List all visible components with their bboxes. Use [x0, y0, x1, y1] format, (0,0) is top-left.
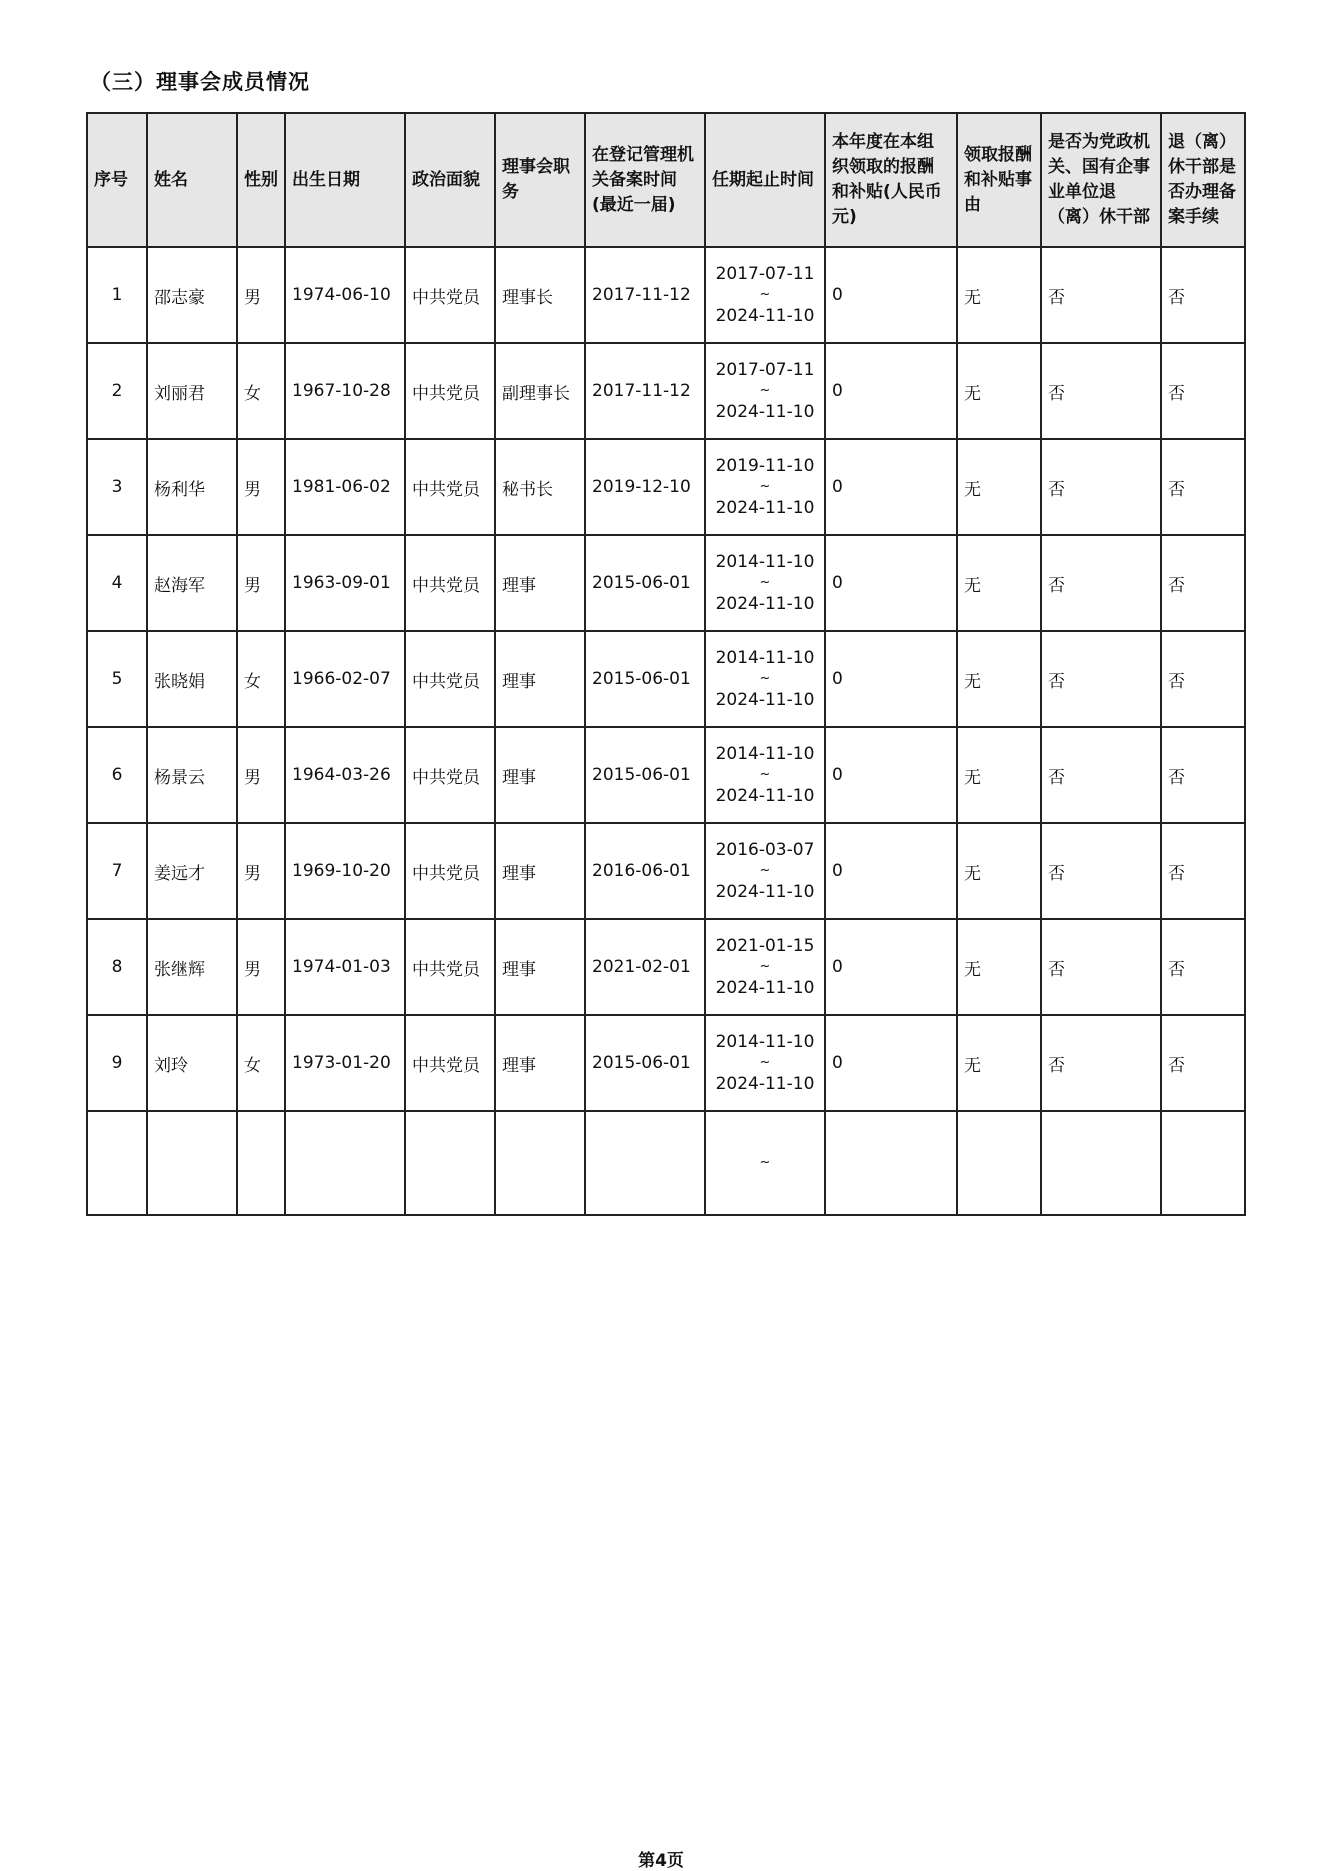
header-filed: 退（离）休干部是否办理备案手续	[1161, 113, 1245, 247]
cell-birth: 1963-09-01	[285, 535, 405, 631]
header-retired: 是否为党政机关、国有企事业单位退（离）休干部	[1041, 113, 1161, 247]
cell-position: 秘书长	[495, 439, 585, 535]
cell-pay	[825, 1111, 957, 1215]
cell-filing: 2015-06-01	[585, 631, 705, 727]
cell-gender: 男	[237, 727, 285, 823]
term-start: 2014-11-10	[715, 744, 815, 764]
cell-term	[705, 535, 825, 631]
cell-seq: 2	[87, 343, 147, 439]
cell-reason: 无	[957, 247, 1041, 343]
cell-filing: 2021-02-01	[585, 919, 705, 1015]
cell-term	[705, 823, 825, 919]
cell-reason: 无	[957, 439, 1041, 535]
cell-filed: 否	[1161, 535, 1245, 631]
cell-seq: 6	[87, 727, 147, 823]
table-row	[87, 631, 1245, 727]
term-end: 2024-11-10	[715, 402, 815, 422]
cell-retired: 否	[1041, 439, 1161, 535]
term-end: 2024-11-10	[715, 690, 815, 710]
cell-filed: 否	[1161, 1015, 1245, 1111]
cell-gender: 男	[237, 439, 285, 535]
cell-pay: 0	[825, 823, 957, 919]
cell-gender: 男	[237, 535, 285, 631]
term-separator: ~	[759, 959, 771, 974]
cell-politics: 中共党员	[405, 439, 495, 535]
term-end: 2024-11-10	[715, 594, 815, 614]
cell-politics: 中共党员	[405, 631, 495, 727]
cell-politics: 中共党员	[405, 1015, 495, 1111]
cell-pay: 0	[825, 631, 957, 727]
cell-gender: 女	[237, 1015, 285, 1111]
cell-politics: 中共党员	[405, 535, 495, 631]
term-separator: ~	[759, 767, 771, 782]
term-end: 2024-11-10	[715, 978, 815, 998]
cell-reason: 无	[957, 343, 1041, 439]
cell-politics	[405, 1111, 495, 1215]
term-start: 2017-07-11	[715, 360, 815, 380]
term-start: 2017-07-11	[715, 264, 815, 284]
cell-filed	[1161, 1111, 1245, 1215]
cell-seq: 9	[87, 1015, 147, 1111]
cell-seq: 3	[87, 439, 147, 535]
term-end: 2024-11-10	[715, 498, 815, 518]
term-separator: ~	[759, 671, 771, 686]
cell-name	[147, 1111, 237, 1215]
cell-name: 刘丽君	[147, 343, 237, 439]
cell-reason: 无	[957, 823, 1041, 919]
cell-filed: 否	[1161, 343, 1245, 439]
cell-birth: 1967-10-28	[285, 343, 405, 439]
cell-position: 理事	[495, 727, 585, 823]
term-separator: ~	[759, 1155, 771, 1170]
table-row	[87, 1015, 1245, 1111]
cell-reason	[957, 1111, 1041, 1215]
cell-seq: 5	[87, 631, 147, 727]
cell-birth: 1964-03-26	[285, 727, 405, 823]
cell-name: 杨利华	[147, 439, 237, 535]
cell-filed: 否	[1161, 919, 1245, 1015]
cell-filing: 2019-12-10	[585, 439, 705, 535]
cell-retired	[1041, 1111, 1161, 1215]
cell-birth: 1969-10-20	[285, 823, 405, 919]
cell-seq	[87, 1111, 147, 1215]
cell-reason: 无	[957, 1015, 1041, 1111]
cell-gender: 男	[237, 919, 285, 1015]
cell-filing: 2015-06-01	[585, 535, 705, 631]
cell-pay: 0	[825, 1015, 957, 1111]
cell-position	[495, 1111, 585, 1215]
term-start: 2016-03-07	[715, 840, 815, 860]
cell-pay: 0	[825, 535, 957, 631]
cell-retired: 否	[1041, 1015, 1161, 1111]
term-separator: ~	[759, 575, 771, 590]
term-separator: ~	[759, 383, 771, 398]
table-header-row	[87, 113, 1245, 247]
cell-birth: 1974-01-03	[285, 919, 405, 1015]
cell-retired: 否	[1041, 535, 1161, 631]
cell-retired: 否	[1041, 727, 1161, 823]
cell-politics: 中共党员	[405, 343, 495, 439]
header-name: 姓名	[147, 113, 237, 247]
table-row	[87, 439, 1245, 535]
cell-seq: 4	[87, 535, 147, 631]
cell-reason: 无	[957, 535, 1041, 631]
cell-pay: 0	[825, 919, 957, 1015]
cell-reason: 无	[957, 727, 1041, 823]
cell-retired: 否	[1041, 631, 1161, 727]
table-row	[87, 535, 1245, 631]
cell-term	[705, 247, 825, 343]
cell-position: 副理事长	[495, 343, 585, 439]
term-separator: ~	[759, 479, 771, 494]
term-start: 2014-11-10	[715, 552, 815, 572]
cell-filing: 2015-06-01	[585, 1015, 705, 1111]
cell-filing: 2015-06-01	[585, 727, 705, 823]
cell-name: 刘玲	[147, 1015, 237, 1111]
cell-pay: 0	[825, 343, 957, 439]
cell-pay: 0	[825, 439, 957, 535]
cell-term	[705, 631, 825, 727]
cell-birth: 1974-06-10	[285, 247, 405, 343]
cell-filed: 否	[1161, 631, 1245, 727]
cell-term	[705, 919, 825, 1015]
cell-position: 理事	[495, 823, 585, 919]
table-row	[87, 823, 1245, 919]
table-row	[87, 919, 1245, 1015]
cell-retired: 否	[1041, 343, 1161, 439]
term-separator: ~	[759, 1055, 771, 1070]
cell-pay: 0	[825, 727, 957, 823]
term-start: 2021-01-15	[715, 936, 815, 956]
cell-reason: 无	[957, 919, 1041, 1015]
term-start: 2014-11-10	[715, 1032, 815, 1052]
cell-retired: 否	[1041, 919, 1161, 1015]
cell-seq: 8	[87, 919, 147, 1015]
cell-term	[705, 1015, 825, 1111]
cell-name: 张继辉	[147, 919, 237, 1015]
cell-name: 赵海军	[147, 535, 237, 631]
table-row	[87, 727, 1245, 823]
cell-gender	[237, 1111, 285, 1215]
table-row	[87, 247, 1245, 343]
table-row-empty	[87, 1111, 1245, 1215]
cell-name: 邵志豪	[147, 247, 237, 343]
cell-politics: 中共党员	[405, 919, 495, 1015]
term-separator: ~	[759, 287, 771, 302]
cell-politics: 中共党员	[405, 727, 495, 823]
term-end: 2024-11-10	[715, 882, 815, 902]
table-row	[87, 343, 1245, 439]
cell-politics: 中共党员	[405, 823, 495, 919]
cell-filed: 否	[1161, 247, 1245, 343]
cell-filing: 2017-11-12	[585, 247, 705, 343]
cell-retired: 否	[1041, 247, 1161, 343]
header-reason: 领取报酬和补贴事由	[957, 113, 1041, 247]
header-birth: 出生日期	[285, 113, 405, 247]
cell-birth: 1966-02-07	[285, 631, 405, 727]
cell-seq: 1	[87, 247, 147, 343]
cell-birth: 1973-01-20	[285, 1015, 405, 1111]
cell-position: 理事长	[495, 247, 585, 343]
term-start: 2014-11-10	[715, 648, 815, 668]
section-title: （三）理事会成员情况	[90, 70, 310, 94]
cell-position: 理事	[495, 919, 585, 1015]
cell-reason: 无	[957, 631, 1041, 727]
cell-gender: 男	[237, 247, 285, 343]
cell-birth: 1981-06-02	[285, 439, 405, 535]
cell-position: 理事	[495, 631, 585, 727]
header-position: 理事会职务	[495, 113, 585, 247]
page-number: 第4页	[638, 1851, 684, 1871]
cell-filing: 2016-06-01	[585, 823, 705, 919]
cell-filed: 否	[1161, 823, 1245, 919]
term-start: 2019-11-10	[715, 456, 815, 476]
cell-filed: 否	[1161, 439, 1245, 535]
header-politics: 政治面貌	[405, 113, 495, 247]
cell-birth	[285, 1111, 405, 1215]
cell-name: 姜远才	[147, 823, 237, 919]
cell-gender: 女	[237, 343, 285, 439]
cell-term	[705, 343, 825, 439]
header-gender: 性别	[237, 113, 285, 247]
cell-filing: 2017-11-12	[585, 343, 705, 439]
header-seq: 序号	[87, 113, 147, 247]
term-separator: ~	[759, 863, 771, 878]
term-end: 2024-11-10	[715, 1074, 815, 1094]
cell-term	[705, 439, 825, 535]
cell-gender: 女	[237, 631, 285, 727]
cell-position: 理事	[495, 1015, 585, 1111]
cell-term	[705, 1111, 825, 1215]
cell-retired: 否	[1041, 823, 1161, 919]
board-members-table	[86, 112, 1246, 1216]
cell-pay: 0	[825, 247, 957, 343]
header-pay: 本年度在本组织领取的报酬和补贴(人民币元)	[825, 113, 957, 247]
cell-filed: 否	[1161, 727, 1245, 823]
cell-gender: 男	[237, 823, 285, 919]
cell-politics: 中共党员	[405, 247, 495, 343]
term-end: 2024-11-10	[715, 786, 815, 806]
cell-seq: 7	[87, 823, 147, 919]
cell-name: 杨景云	[147, 727, 237, 823]
cell-position: 理事	[495, 535, 585, 631]
header-term: 任期起止时间	[705, 113, 825, 247]
cell-term	[705, 727, 825, 823]
cell-name: 张晓娟	[147, 631, 237, 727]
term-end: 2024-11-10	[715, 306, 815, 326]
header-filing: 在登记管理机关备案时间(最近一届)	[585, 113, 705, 247]
cell-filing	[585, 1111, 705, 1215]
